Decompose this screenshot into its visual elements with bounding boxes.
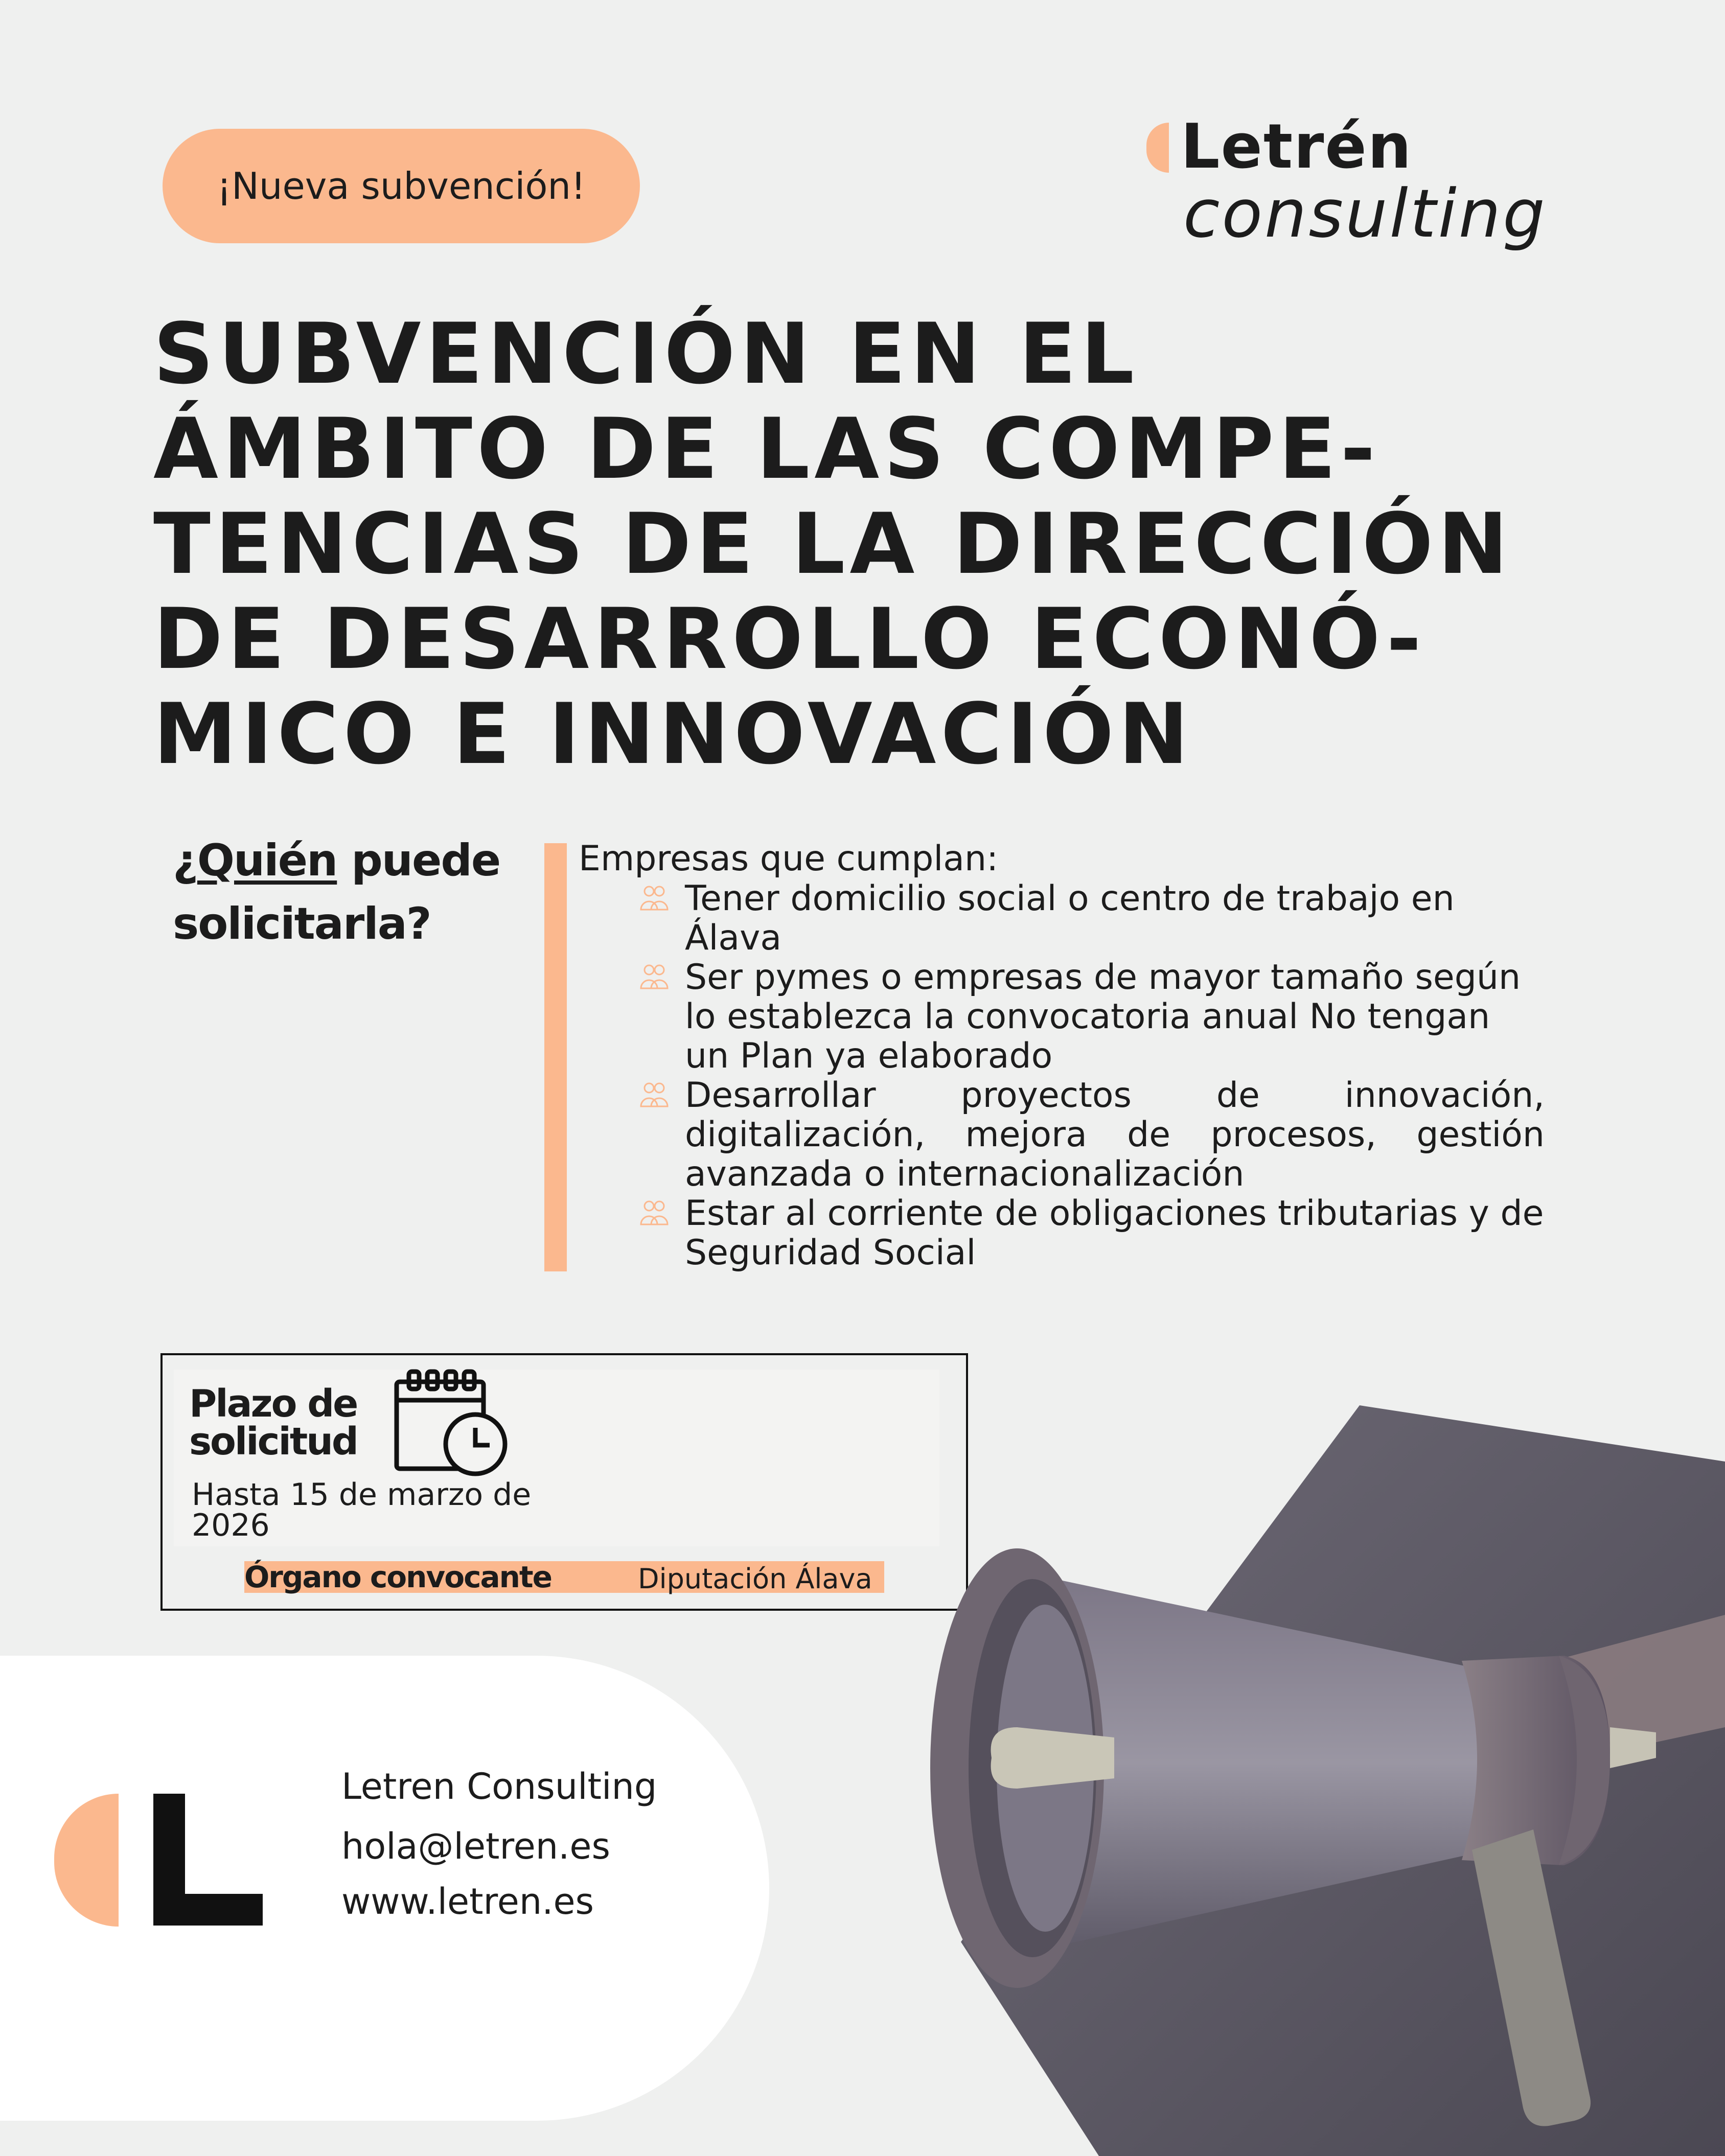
list-item [639, 879, 1545, 958]
contact-email[interactable]: hola@letren.es [341, 1825, 610, 1867]
new-grant-badge: ¡Nueva subvención! [163, 129, 640, 243]
title-line: SUBVENCIÓN EN EL [153, 305, 1139, 403]
requirements-intro: Empresas que cumplan: [579, 839, 998, 879]
who-rest: puede solicitarla? [173, 835, 500, 949]
logo-mark [1146, 123, 1169, 173]
contact-company: Letren Consulting [341, 1766, 657, 1807]
list-item [639, 1194, 1545, 1272]
title-line: MICO E INNOVACIÓN [153, 685, 1193, 783]
deadline-value: Hasta 15 de marzo de 2026 [192, 1477, 532, 1543]
requirement-text: Ser pymes o empresas de mayor tamaño según lo establezca la convocatoria anual No tengan un Plan ya elaborado [685, 957, 1521, 1076]
requirement-text: Tener domicilio social o centro de trabajo en Álava [685, 878, 1455, 958]
contact-website[interactable]: www.letren.es [341, 1881, 594, 1922]
people-icon [639, 963, 670, 991]
people-icon [639, 1199, 670, 1227]
logo-tagline: consulting [1183, 175, 1547, 252]
requirement-text: Estar al corriente de obligaciones tributarias y de Seguridad Social [685, 1193, 1544, 1273]
list-item [639, 958, 1545, 1076]
list-item [639, 1076, 1545, 1194]
who-prefix: ¿ [173, 835, 197, 886]
title-line: ÁMBITO DE LAS COMPE- [153, 400, 1380, 498]
organo-label: Órgano convocante [244, 1560, 551, 1594]
logo-name: Letrén [1181, 111, 1413, 182]
deadline-title: Plazo de solicitud [189, 1382, 357, 1464]
requirement-text: Desarrollar proyectos de innovación, digitalización, mejora de procesos, gestión avanzada o internacionalización [685, 1075, 1545, 1194]
calendar-clock-icon [394, 1367, 511, 1478]
title-line: TENCIAS DE LA DIRECCIÓN [153, 495, 1513, 593]
organo-value: Diputación Álava [638, 1563, 872, 1595]
accent-bar [544, 843, 567, 1271]
who-underlined-word: Quién [197, 835, 337, 886]
people-icon [639, 1081, 670, 1109]
title-line: DE DESARROLLO ECONÓ- [153, 590, 1426, 688]
footer-logo-letter-foot [153, 1894, 263, 1926]
who-can-apply-heading [173, 829, 541, 956]
page-title [153, 307, 1584, 782]
megaphone-illustration [930, 1400, 1725, 2156]
requirements-list [639, 879, 1545, 1272]
people-icon [639, 884, 670, 913]
